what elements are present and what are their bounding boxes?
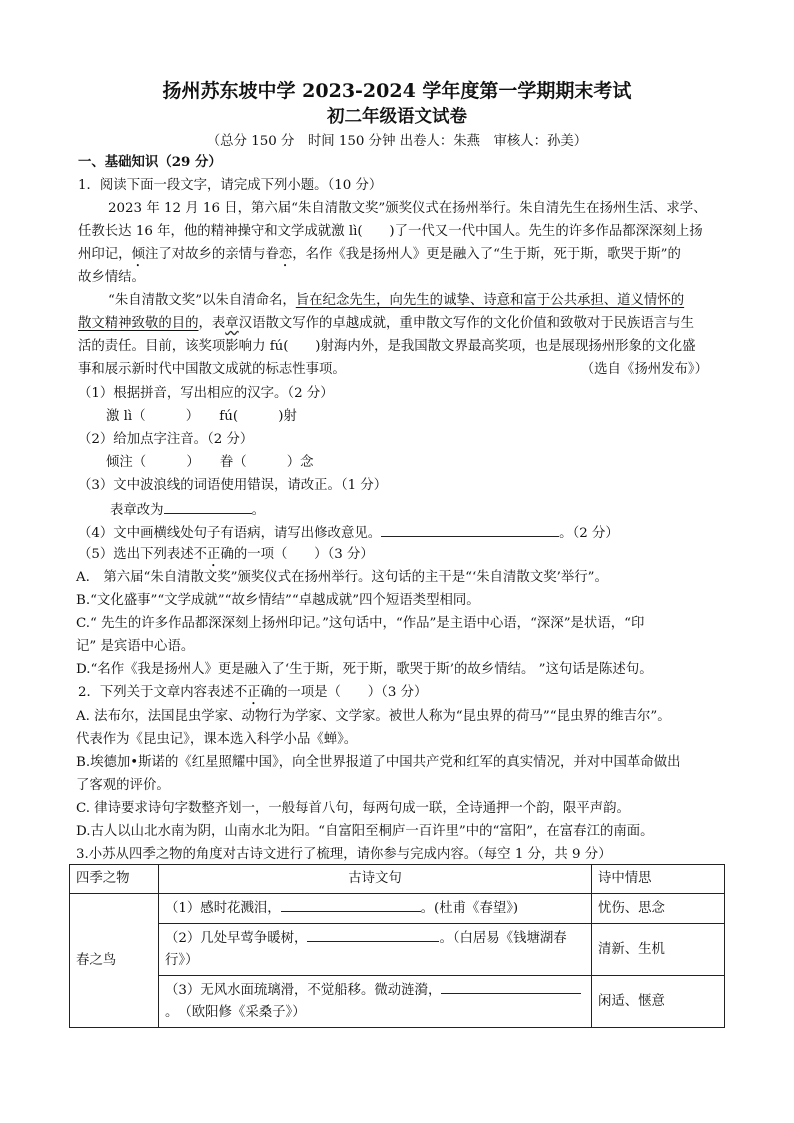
q1-sub5 [78, 545, 374, 570]
q2-option-d: D.古人以山北水南为阴，山南水北为阳。“自富阳至桐庐一百许里”中的“富阳”，在富春江的南面。 [76, 824, 654, 839]
q1-passage-line: 活的责任。目前，该奖项影响力 fú( )射海内外，是我国散文界最高奖项，也是展现扬州形象的文化盛 [78, 339, 696, 354]
answer-blank[interactable] [381, 522, 559, 537]
answer-blank[interactable] [441, 979, 581, 994]
q1-passage-line: 事和展示新时代中国散文成就的标志性事项。 [78, 362, 346, 377]
answer-blank[interactable] [281, 897, 421, 912]
q2-option-c: C. 律诗要求诗句字数整齐划一，一般每首八句，每两句成一联，全诗通押一个韵，限平声韵。 [76, 801, 630, 816]
q2-option-b: B.埃德加•斯诺的《红星照耀中国》，向全世界报道了中国共产党和红军的真实情况，并对中国革命做出 [76, 755, 681, 770]
q1-passage-line: 故乡情结。 [78, 270, 145, 285]
sub5-text: （5）选出下列表述不 [78, 547, 208, 562]
q2-text: 确的一项是（ ）（3 分） [260, 685, 428, 700]
q1-passage-line [78, 245, 681, 270]
passage-text: 州印记， [78, 247, 132, 262]
dotted-char: 正 [247, 685, 261, 700]
q1-stem: 1．阅读下面一段文字，请完成下列小题。（10 分） [78, 178, 383, 193]
sub4-text: （4）文中画横线处句子有语病，请写出修改意见。 [78, 526, 382, 541]
passage-source: （选自《扬州发布》） [580, 362, 708, 377]
feeling-cell: 清新、生机 [592, 924, 725, 976]
q2-text: 2．下列关于文章内容表述不 [78, 685, 248, 700]
table-row [70, 976, 725, 1028]
underlined-sentence: 旨在纪念先生，向先生的诚挚、诗意和富于公共承担、道义情怀的 [295, 293, 685, 308]
table-row [70, 894, 725, 924]
q1-option-d: D.“名作《我是扬州人》更是融入了‘生于斯，死于斯，歌哭于斯’的故乡情结。 ”这句话是陈述句。 [76, 662, 653, 677]
q1-sub2-items: 倾注（ ） 眷（ ）念 [106, 455, 314, 470]
dotted-char: 正 [207, 547, 221, 562]
verse-pre: （3）无风水面琉璃滑，不觉船移。微动涟漪， [165, 983, 442, 998]
poem-table [69, 864, 725, 1028]
wavy-word: 章 [225, 316, 239, 331]
header-cell: 诗中情思 [592, 865, 725, 894]
q1-sub1-items: 激 lì（ ） fú( )射 [106, 409, 297, 424]
verse-cell [159, 894, 592, 924]
verse-post: 。 （欧阳修《采桑子》） [165, 1005, 306, 1020]
passage-text: 注了对故乡的亲情与眷 [144, 247, 279, 262]
verse-post: 。(杜甫《春望》) [420, 901, 519, 916]
passage-text: ，名作《我是扬州人》更是融入了“生于斯，死于斯，歌哭于斯”的 [292, 247, 681, 262]
passage-text: ，表 [198, 316, 226, 331]
q1-passage-line [78, 314, 694, 334]
verse-cell [159, 976, 592, 1028]
dotted-char: 恋 [278, 247, 293, 262]
q1-sub3: （3）文中波浪线的词语使用错误，请改正。（1 分） [78, 478, 388, 493]
q1-sub1: （1）根据拼音，写出相应的汉字。（2 分） [78, 386, 334, 401]
q1-sub2: （2）给加点字注音。（2 分） [78, 432, 254, 447]
q2-option-a: A. 法布尔，法国昆虫学家、动物行为学家、文学家。被世人称为“昆虫界的荷马”“昆虫界的维吉尔”。 [76, 709, 671, 724]
q1-option-b: B.“文化盛事”“文学成就”“故乡情结”“卓越成就”四个短语类型相同。 [76, 593, 480, 608]
table-row [70, 924, 725, 976]
section-heading: 一、基础知识（29 分） [78, 154, 222, 170]
q2-option-b-cont: 了客观的评价。 [76, 778, 170, 793]
q2-option-a-cont: 代表作为《昆虫记》，课本选入科学小品《蝉》。 [76, 732, 358, 747]
header-cell: 四季之物 [70, 865, 159, 894]
feeling-cell: 闲适、惬意 [592, 976, 725, 1028]
passage-text: “朱自清散文奖”以朱自清命名， [108, 293, 296, 308]
feeling-cell: 忧伤、思念 [592, 894, 725, 924]
q1-passage-line: 2023 年 12 月 16 日，第六届“朱自清散文奖”颁奖仪式在扬州举行。朱自清先生在扬州生活、求学、 [108, 201, 707, 216]
answer-blank[interactable] [164, 499, 252, 514]
exam-info: （总分 150 分 时间 150 分钟 出卷人：朱燕 审核人：孙美） [206, 134, 588, 149]
q1-option-a: A. 第六届“朱自清散文奖”颁奖仪式在扬州举行。这句话的主干是“‘朱自清散文奖’举行”。 [76, 570, 608, 585]
sub4-end: 。（2 分） [559, 526, 619, 541]
table-header-row [70, 865, 725, 894]
q1-option-c-cont: 记” 是宾语中心语。 [76, 639, 195, 654]
answer-blank[interactable] [307, 927, 439, 942]
q2-stem [78, 683, 427, 708]
q3-stem: 3.小苏从四季之物的角度对古诗文进行了梳理，请你参与完成内容。（每空 1 分，共 9 分） [76, 847, 612, 862]
exam-title: 扬州苏东坡中学 2023-2024 学年度第一学期期末考试 [162, 80, 632, 102]
dotted-char: 倾 [131, 247, 145, 262]
q1-sub3-answer: 表章改为 。 [110, 499, 265, 521]
season-cell: 春之鸟 [70, 894, 159, 1028]
sub3-label: 表章改为 [110, 503, 164, 518]
verse-cell [159, 924, 592, 976]
q1-option-c: C.“ 先生的许多作品都深深刻上扬州印记。”这句话中，“作品”是主语中心语，“深深”是状语，“印 [76, 616, 645, 631]
underlined-sentence: 散文精神致敬的目的 [78, 316, 199, 331]
header-cell: 古诗文句 [159, 865, 592, 894]
q1-passage-line [108, 291, 684, 311]
passage-text: 汉语散文写作的卓越成就，重申散文写作的文化价值和致敬对于民族语言与生 [238, 316, 694, 331]
verse-pre: （2）几处早莺争暖树， [165, 931, 308, 946]
verse-pre: （1）感时花溅泪， [165, 901, 281, 916]
exam-subtitle: 初二年级语文试卷 [327, 107, 467, 127]
verse-post: 。（白居易《钱塘湖春行》） [165, 931, 567, 968]
q1-sub4 [78, 522, 619, 544]
q1-passage-line: 任教长达 16 年，他的精神操守和文学成就激 lì( )了一代又一代中国人。先生的许多作品都深深刻上扬 [78, 224, 703, 239]
sub5-text: 确的一项（ ）（3 分） [220, 547, 374, 562]
